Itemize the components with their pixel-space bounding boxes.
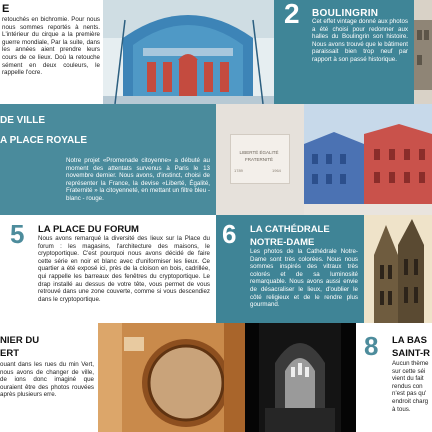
panel-text: Les photos de la Cathédrale Notre-Dame sont très colorées. Nous nous sommes inspirés des vitraux très colorés et de sa luminosité remarquable. Nous avons aussi envie de désacraliser le lieux, d'oublier le côté religieux et de le rendre plus gourmand. xyxy=(250,248,358,309)
panel-number: 8 xyxy=(364,331,379,361)
panel-cathedrale xyxy=(216,215,364,323)
panel-vintage-intro xyxy=(0,0,103,104)
panel-title-line2: SAINT-R xyxy=(392,348,430,359)
building-image xyxy=(414,0,432,104)
panel-title-line1: DE VILLE xyxy=(0,115,46,126)
panel-title-line1: LA CATHÉDRALE xyxy=(250,224,330,235)
panel-basilique xyxy=(356,323,432,432)
panel-text: ouant dans les rues du min Vert, nous avons de changer de ville, de ions donc imaginé que ouraient être des photos rouvées après plusieurs erre. xyxy=(0,361,94,399)
panel-title-line1: LA BAS xyxy=(392,335,428,346)
panel-title: LA PLACE DU FORUM xyxy=(38,224,139,235)
panel-number: 5 xyxy=(10,219,25,249)
panel-text: Cet effet vintage donné aux photos a été choisi pour redonner aux halles du Boulingrin son histoire. Nous avons trouvé que le bâtiment paraissait bien trop neuf par rapport à son passé historique. xyxy=(312,18,408,63)
panel-title-letter: E xyxy=(2,3,10,15)
plaque-line2: FRATERNITÉ xyxy=(245,157,273,162)
photo-basilique-interior xyxy=(245,323,356,432)
photo-place-royale xyxy=(304,104,432,215)
cathedral-image xyxy=(364,215,432,323)
photo-cathedrale-spire xyxy=(364,215,432,323)
panel-number: 6 xyxy=(222,219,237,249)
panel-text: Notre projet «Promenade citoyenne» a débuté au moment des attentats survenus à Paris le 13 novembre dernier. Nous avons, d'instinct, choisi de représenter la France, la devise «Liberté, Égalité, Fraternité » la citoyenneté, en mettant un filtre bleu - blanc - rouge. xyxy=(66,157,210,202)
photo-sepia-mirror xyxy=(98,323,245,432)
panel-text: Aucun thème sur cette séi vient du fait rendus con n'est pas qu' endroit charg à tous. xyxy=(392,360,429,413)
panel-number: 2 xyxy=(284,0,300,29)
panel-place-du-forum xyxy=(0,215,216,323)
panel-title-line1: NIER DU xyxy=(0,335,40,346)
sepia-room-image xyxy=(98,323,245,432)
panel-chemin-vert xyxy=(0,323,98,432)
panel-boulingrin xyxy=(274,0,414,104)
panel-title-line2: ERT xyxy=(0,348,19,359)
place-royale-image xyxy=(304,104,432,215)
panel-text: Nous avons remarqué la diversité des lieux sur la Place du forum : les magasins, l'architecture des maisons, le cryptoportique. C'est pourquoi nous avons décidé de faire cette série en noir et blanc avec d'uniformiser les lieux. Ce quartier a été exposé ici, près de la cloison en bois, cadrillée, qui rappelle les barreaux des fenêtres du cryptoportique. Le drap installé au dessus de votre tête, vous permet de vous retrouvé dans une zone couverte, comme si vous descendiez dans le cryptoportique. xyxy=(38,235,210,303)
plaque-line1: LIBERTÉ ÉGALITÉ xyxy=(239,150,279,155)
plaque-year-right: 1964 xyxy=(272,168,281,173)
panel-title-line2: NOTRE-DAME xyxy=(250,237,315,248)
panel-text: retouchés en bichromie. Pour nous nous sommes reportés à nents. L'intérieur du cirque a la première guerre mondiale, Par la suite, dans les années aient prendre leurs cours de ce lieux. Doù la retouche sément en deux couleurs, le rappelle l'ocre. xyxy=(2,16,100,77)
panel-title-line2: A PLACE ROYALE xyxy=(0,135,88,146)
panel-hotel-de-ville xyxy=(0,104,216,215)
photo-plaque-liberte xyxy=(216,104,304,215)
photo-cirque-bichromie xyxy=(103,0,274,104)
basilica-interior-image xyxy=(245,323,356,432)
panel-title: BOULINGRIN xyxy=(312,8,379,19)
photo-building-right xyxy=(414,0,432,104)
cirque-building-image xyxy=(103,0,274,104)
plaque-year-left: 1789 xyxy=(234,168,243,173)
